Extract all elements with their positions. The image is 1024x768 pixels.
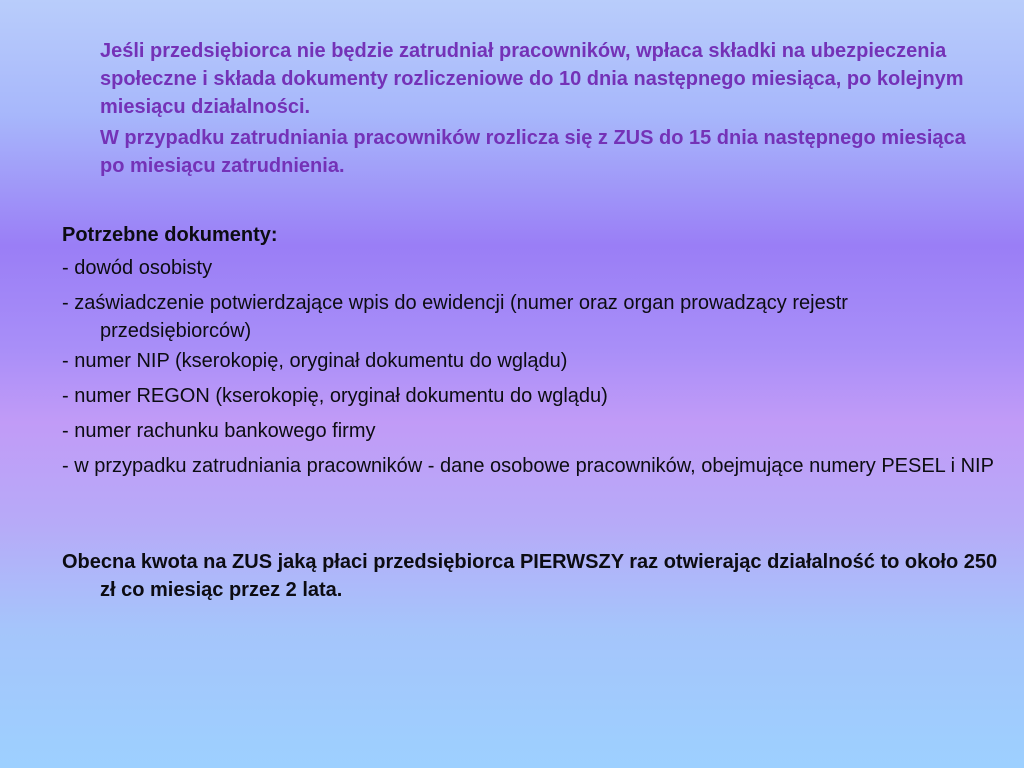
document-item-id-card: - dowód osobisty [62, 257, 213, 279]
intro-paragraph-1: Jeśli przedsiębiorca nie będzie zatrudniał pracowników, wpłaca składki na ubezpieczenia społeczne i składa dokumenty rozliczeniowe do 10 dnia następnego miesiąca, po kolejnym miesiącu działalności. [100, 40, 964, 118]
documents-heading: Potrzebne dokumenty: [62, 224, 278, 246]
document-item-regon: - numer REGON (kserokopię, oryginał dokumentu do wglądu) [62, 385, 608, 407]
document-item-registration-certificate: - zaświadczenie potwierdzające wpis do ewidencji (numer oraz organ prowadzący rejestr przedsiębiorców) [62, 292, 848, 342]
intro-paragraph-2: W przypadku zatrudniania pracowników rozlicza się z ZUS do 15 dnia następnego miesiąca po miesiącu zatrudnienia. [100, 127, 966, 177]
document-item-bank-account: - numer rachunku bankowego firmy [62, 420, 376, 442]
zus-summary: Obecna kwota na ZUS jaką płaci przedsiębiorca PIERWSZY raz otwierając działalność to około 250 zł co miesiąc przez 2 lata. [62, 551, 998, 601]
document-item-employee-data: - w przypadku zatrudniania pracowników - dane osobowe pracowników, obejmujące numery PESEL i NIP [62, 455, 994, 477]
document-item-nip: - numer NIP (kserokopię, oryginał dokumentu do wglądu) [62, 350, 568, 372]
